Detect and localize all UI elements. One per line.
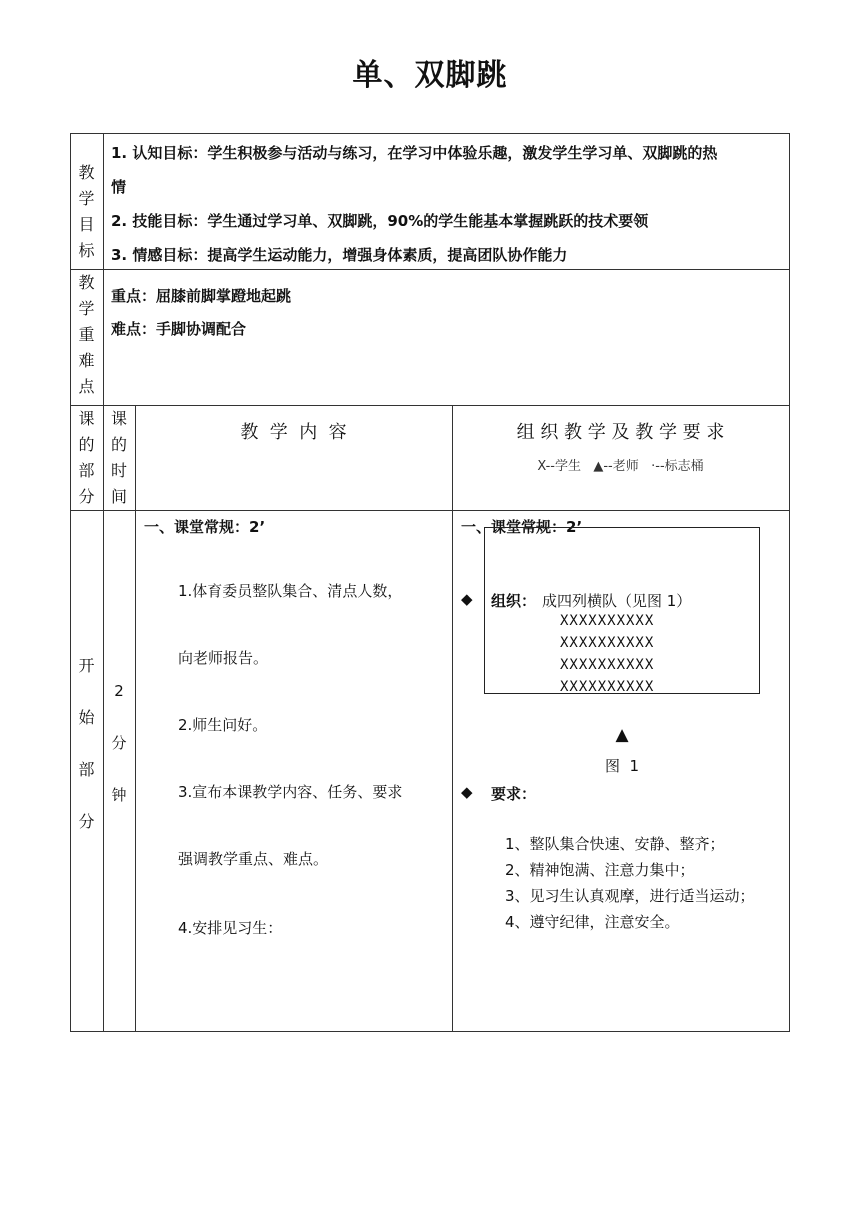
org-section-heading: 一、课堂常规：2’: [461, 518, 583, 536]
difficulty-point: 难点：手脚协调配合: [111, 320, 247, 338]
objective-1-line2: 情: [111, 178, 127, 196]
header-part-label: 课 的 部 分: [78, 409, 95, 506]
requirement-item: 4、遵守纪律，注意安全。: [505, 913, 680, 931]
student-row: XXXXXXXXXX: [560, 657, 655, 673]
content-item: 2.师生问好。: [178, 716, 268, 734]
content-section-heading: 一、课堂常规：2’: [144, 518, 266, 536]
content-item: 4.安排见习生：: [178, 919, 283, 937]
content-item: 强调教学重点、难点。: [178, 850, 329, 868]
requirement-item: 3、见习生认真观摩，进行适当运动；: [505, 887, 755, 905]
requirement-item: 2、精神饱满、注意力集中；: [505, 861, 695, 879]
requirements-label: 要求：: [491, 785, 537, 803]
objectives-label: 教 学 目 标: [78, 163, 95, 260]
content-item: 向老师报告。: [178, 649, 269, 667]
org-label: 组织：: [491, 592, 537, 610]
header-time-label: 课 的 时 间: [110, 409, 127, 506]
teacher-triangle-icon: ▲: [615, 725, 629, 745]
diamond-bullet-icon: ◆: [461, 590, 473, 608]
content-column-heading: 教 学 内 容: [240, 422, 347, 443]
legend: X--学生 ▲--老师 ·--标志桶: [537, 459, 704, 474]
diamond-bullet-icon: ◆: [461, 783, 473, 801]
requirement-item: 1、整队集合快速、安静、整齐；: [505, 835, 725, 853]
objective-3: 3. 情感目标：提高学生运动能力，增强身体素质，提高团队协作能力: [111, 246, 568, 264]
student-row: XXXXXXXXXX: [560, 679, 655, 695]
key-points-label: 教 学 重 难 点: [78, 273, 95, 396]
objective-2: 2. 技能目标：学生通过学习单、双脚跳，90%的学生能基本掌握跳跃的技术要领: [111, 212, 649, 230]
page-title: 单、双脚跳: [352, 58, 508, 93]
focus-point: 重点：屈膝前脚掌蹬地起跳: [111, 287, 292, 305]
start-part-label: 开 始 部 分: [78, 656, 95, 831]
org-text: 成四列横队（见图 1）: [542, 592, 692, 610]
student-row: XXXXXXXXXX: [560, 635, 655, 651]
figure-caption: 图 1: [604, 757, 640, 775]
org-column-heading: 组 织 教 学 及 教 学 要 求: [516, 422, 725, 443]
content-item: 1.体育委员整队集合、清点人数，: [178, 582, 403, 600]
student-row: XXXXXXXXXX: [560, 613, 655, 629]
objective-1-line1: 1. 认知目标：学生积极参与活动与练习，在学习中体验乐趣，激发学生学习单、双脚跳的热: [111, 144, 718, 162]
start-time-label: 2 分 钟: [111, 682, 127, 804]
content-item: 3.宣布本课教学内容、任务、要求: [178, 783, 403, 801]
